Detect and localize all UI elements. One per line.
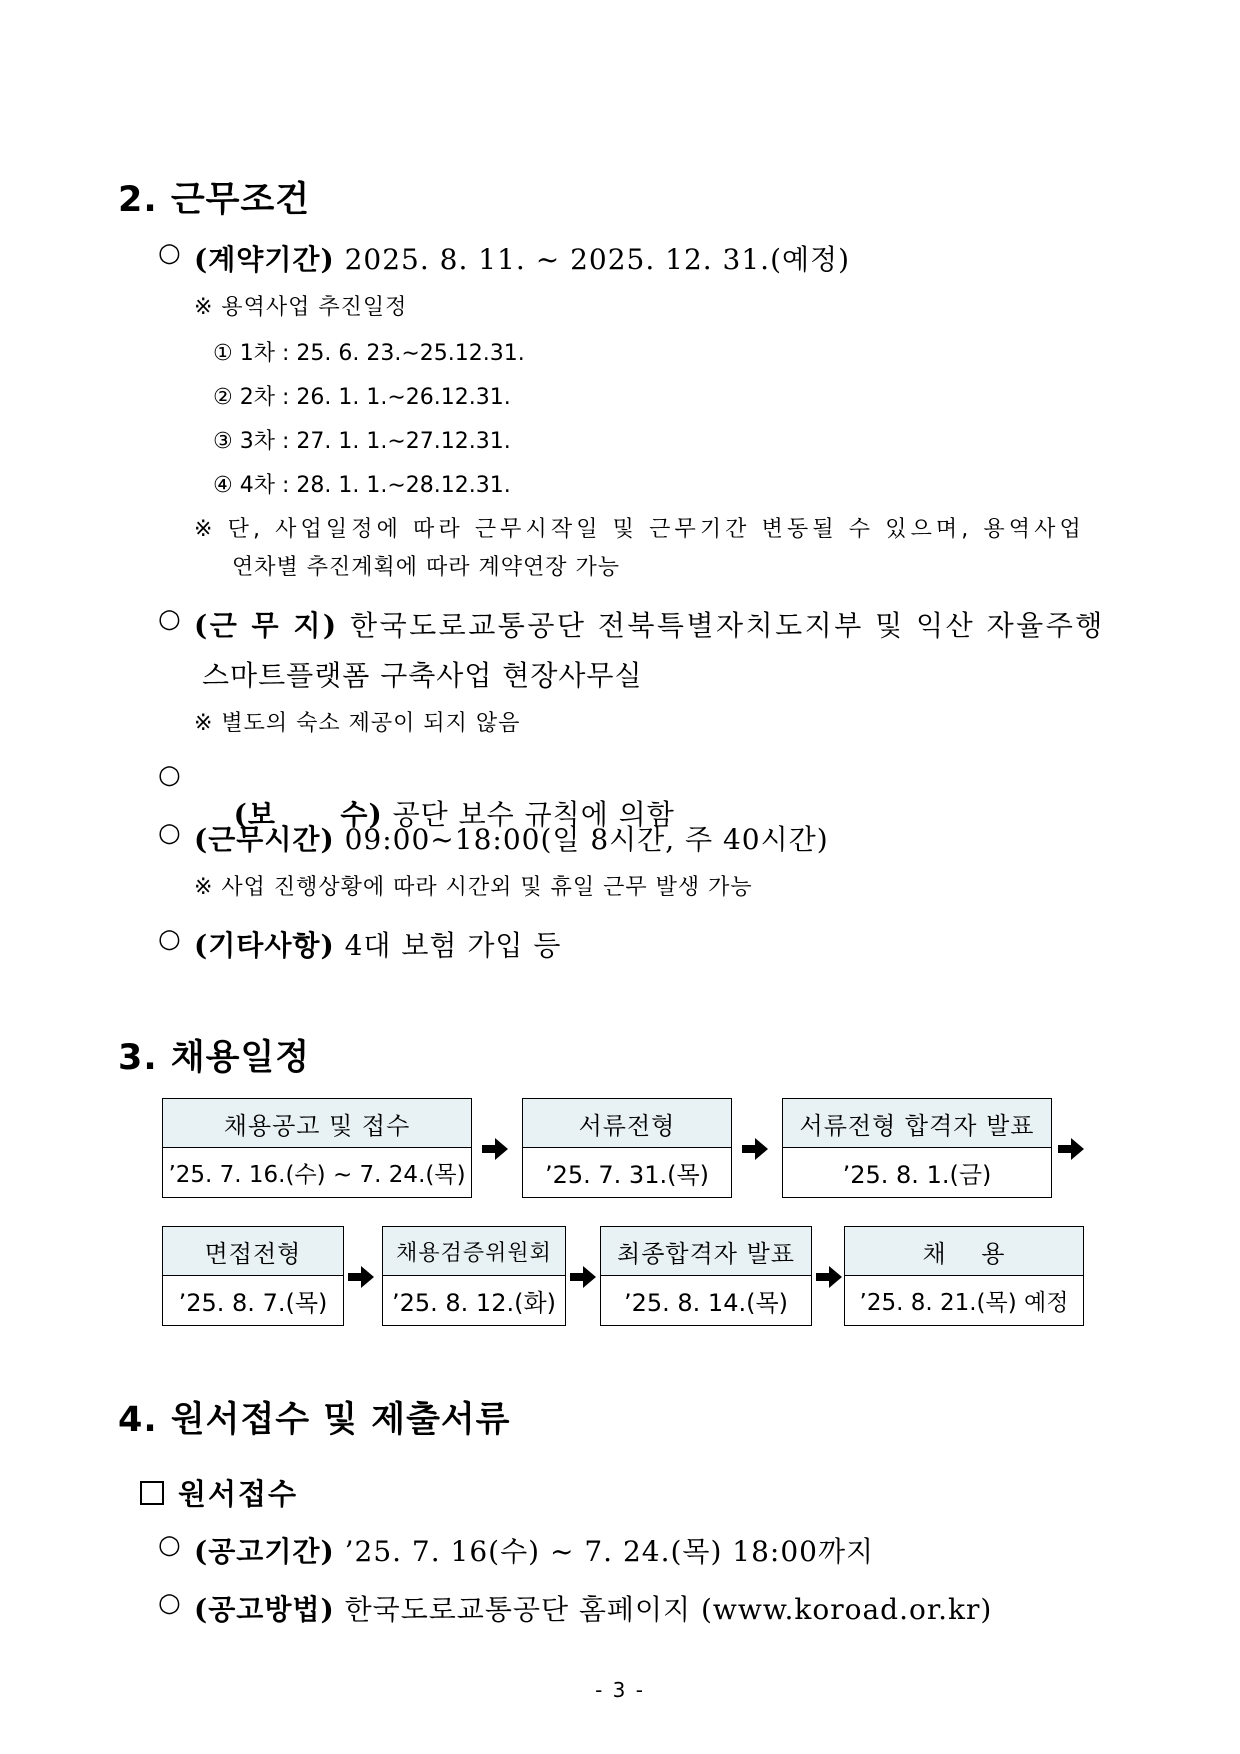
section-2-title: 2. 근무조건 [118, 180, 311, 220]
step-name: 최종합격자 발표 [601, 1227, 811, 1276]
schedule-item-1: ① 1차 : 25. 6. 23.∼25.12.31. [213, 341, 525, 366]
pay-label: (보 수) [233, 798, 383, 831]
method-label: (공고방법) [194, 1593, 335, 1626]
schedule-note: ※ 용역사업 추진일정 [194, 295, 408, 320]
page-number: - 3 - [595, 1678, 645, 1702]
workplace-value-2: 스마트플랫폼 구축사업 현장사무실 [202, 659, 643, 692]
step-name: 서류전형 [523, 1099, 731, 1148]
bullet-icon: ○ [158, 924, 181, 954]
step-box [382, 1226, 566, 1326]
step-name: 채 용 [845, 1227, 1083, 1276]
hours-value: 09:00~18:00(일 8시간, 주 40시간) [334, 823, 829, 856]
other-terms [194, 924, 561, 964]
arrow-right-icon [348, 1266, 374, 1288]
section-3-title: 3. 채용일정 [118, 1038, 311, 1078]
arrow-right-icon [742, 1138, 768, 1160]
workplace [194, 604, 1105, 644]
arrow-right-icon [816, 1266, 842, 1288]
overtime-note: ※ 사업 진행상황에 따라 시간외 및 휴일 근무 발생 가능 [194, 875, 753, 900]
workplace-label: (근 무 지) [194, 609, 339, 642]
step-box [600, 1226, 812, 1326]
bullet-icon: ○ [158, 818, 181, 848]
subheading [140, 1472, 298, 1513]
contract-value: 2025. 8. 11. ~ 2025. 12. 31.(예정) [334, 243, 851, 276]
arrow-right-icon [482, 1138, 508, 1160]
step-box [162, 1226, 344, 1326]
work-hours [194, 818, 829, 858]
hours-label: (근무시간) [194, 823, 335, 856]
method-value: 한국도로교통공단 홈페이지 (www.koroad.or.kr) [334, 1593, 993, 1626]
bullet-icon: ○ [158, 604, 181, 634]
bullet-icon: ○ [158, 760, 181, 790]
step-date: ’25. 8. 12.(화) [391, 1289, 557, 1317]
step-name: 채용검증위원회 [383, 1227, 565, 1276]
workplace-value: 한국도로교통공단 전북특별자치도지부 및 익산 자율주행 [338, 609, 1105, 642]
step-date: ’25. 8. 14.(목) [623, 1289, 789, 1317]
step-date: ’25. 8. 21.(목) 예정 [859, 1290, 1069, 1316]
step-box [844, 1226, 1084, 1326]
step-date: ’25. 7. 31.(목) [544, 1161, 710, 1189]
schedule-item-2: ② 2차 : 26. 1. 1.∼26.12.31. [213, 385, 511, 410]
schedule-change-note: ※ 단, 사업일정에 따라 근무시작일 및 근무기간 변동될 수 있으며, 용역사업 [194, 517, 1085, 542]
notice-period [194, 1530, 874, 1570]
lodging-note: ※ 별도의 숙소 제공이 되지 않음 [194, 711, 521, 736]
arrow-right-icon [1058, 1138, 1084, 1160]
subheading-text: 원서접수 [178, 1477, 299, 1511]
step-date: ’25. 7. 16.(수) ∼ 7. 24.(목) [168, 1162, 466, 1188]
etc-value: 4대 보험 가입 등 [334, 929, 562, 962]
step-name: 서류전형 합격자 발표 [783, 1099, 1051, 1148]
contract-label: (계약기간) [194, 243, 335, 276]
pay-value: 공단 보수 규칙에 의함 [382, 798, 675, 831]
section-4-title: 4. 원서접수 및 제출서류 [118, 1400, 511, 1440]
checkbox-square-icon [140, 1481, 164, 1505]
bullet-icon: ○ [158, 1588, 181, 1618]
step-date: ’25. 8. 7.(목) [178, 1289, 328, 1317]
bullet-icon: ○ [158, 238, 181, 268]
step-date: ’25. 8. 1.(금) [842, 1161, 992, 1189]
etc-label: (기타사항) [194, 929, 335, 962]
step-box [782, 1098, 1052, 1198]
bullet-icon: ○ [158, 1530, 181, 1560]
period-label: (공고기간) [194, 1535, 335, 1568]
contract-period [194, 238, 850, 278]
step-box [522, 1098, 732, 1198]
schedule-item-3: ③ 3차 : 27. 1. 1.∼27.12.31. [213, 429, 511, 454]
arrow-right-icon [570, 1266, 596, 1288]
step-box [162, 1098, 472, 1198]
period-value: ’25. 7. 16(수) ~ 7. 24.(목) 18:00까지 [334, 1535, 875, 1568]
schedule-item-4: ④ 4차 : 28. 1. 1.∼28.12.31. [213, 473, 511, 498]
step-name: 채용공고 및 접수 [163, 1099, 471, 1148]
step-name: 면접전형 [163, 1227, 343, 1276]
schedule-change-note-2: 연차별 추진계획에 따라 계약연장 가능 [232, 555, 621, 580]
notice-method [194, 1588, 992, 1628]
